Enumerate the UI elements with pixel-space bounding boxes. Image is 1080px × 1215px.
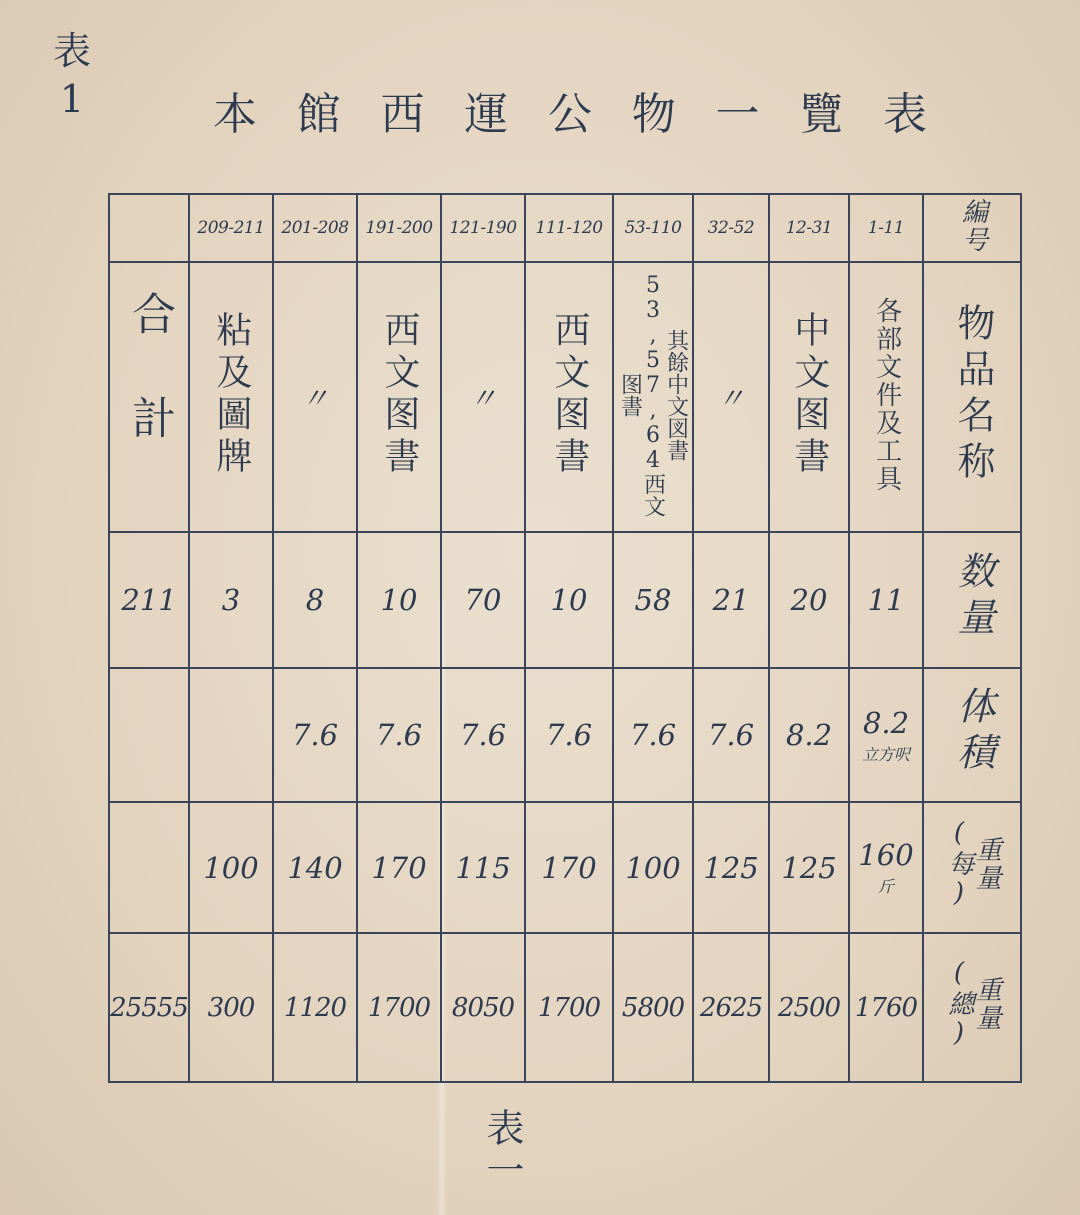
cell-unit-weight: 100 <box>613 802 693 933</box>
cell-name <box>693 262 769 532</box>
cell-quantity: 211 <box>109 532 189 668</box>
title-char: 本 <box>213 89 257 140</box>
cell-range: 191-200 <box>357 194 441 262</box>
weight-unit-note: 斤 <box>877 877 894 896</box>
cell-quantity: 10 <box>357 532 441 668</box>
cell-total-weight: 1700 <box>357 933 441 1082</box>
title-char: 公 <box>548 89 592 140</box>
ditto-mark: 〃 <box>716 382 745 415</box>
row-header-total-weight <box>923 933 1021 1082</box>
title-char: 一 <box>715 89 760 140</box>
cell-range: 12-31 <box>769 194 849 262</box>
cell-total-weight: 300 <box>189 933 273 1082</box>
table-caption: 表一 <box>480 1108 524 1192</box>
title-char: 西 <box>380 89 425 140</box>
cell-range: 201-208 <box>273 194 357 262</box>
unit-weight-row <box>109 802 1021 933</box>
cell-quantity: 11 <box>849 532 923 668</box>
cell-name <box>189 262 273 532</box>
title-char: 表 <box>883 89 927 140</box>
cell-volume: 7.6 <box>357 668 441 802</box>
volume-value: 8.2 <box>862 705 910 740</box>
row-header-name <box>923 262 1021 532</box>
cell-total-weight: 1120 <box>273 933 357 1082</box>
cell-volume <box>849 668 923 802</box>
cell-quantity: 3 <box>189 532 273 668</box>
cell-quantity: 70 <box>441 532 525 668</box>
cell-unit-weight: 125 <box>693 802 769 933</box>
cell-volume: 7.6 <box>273 668 357 802</box>
cell-range: 1-11 <box>849 194 923 262</box>
cell-volume: 8.2 <box>769 668 849 802</box>
cell-name <box>769 262 849 532</box>
item-name: 中文图書 <box>788 311 830 479</box>
cell-range: 209-211 <box>189 194 273 262</box>
cell-unit-weight: 100 <box>189 802 273 933</box>
title-char: 運 <box>464 89 509 140</box>
cell-volume: 7.6 <box>441 668 525 802</box>
row-header-label: 重量(每) <box>944 818 1002 910</box>
cell-total-weight: 2625 <box>693 933 769 1082</box>
cell-unit-weight: 115 <box>441 802 525 933</box>
volume-unit-note: 立方呎 <box>861 744 910 764</box>
cell-volume: 7.6 <box>693 668 769 802</box>
cell-name <box>273 262 357 532</box>
cell-unit-weight: 170 <box>525 802 613 933</box>
cell-range: 121-190 <box>441 194 525 262</box>
number-range-row <box>109 194 1021 262</box>
quantity-row <box>109 532 1021 668</box>
volume-row <box>109 668 1021 802</box>
item-name: 其餘中文図書 53,57,64西文图書 <box>617 273 689 517</box>
cell-total-weight: 2500 <box>769 933 849 1082</box>
cell-unit-weight: 170 <box>357 802 441 933</box>
cell-total-weight: 8050 <box>441 933 525 1082</box>
inventory-table <box>108 193 1022 1083</box>
total-label: 合計 <box>124 291 176 499</box>
table-number-label: 表 1 <box>52 29 91 121</box>
cell-name <box>849 262 923 532</box>
item-name: 西文图書 <box>378 311 420 479</box>
cell-total-weight: 25555 <box>109 933 189 1082</box>
unit-weight-value: 160 <box>858 838 914 872</box>
cell-unit-weight: 140 <box>273 802 357 933</box>
cell-range: 32-52 <box>693 194 769 262</box>
cell-range <box>109 194 189 262</box>
document-title <box>200 78 940 142</box>
item-name-row <box>109 262 1021 532</box>
cell-name-total <box>109 262 189 532</box>
title-char: 覽 <box>799 89 844 140</box>
row-header-label: 体積 <box>950 685 995 778</box>
item-name: 西文图書 <box>548 311 590 479</box>
total-weight-row <box>109 933 1021 1082</box>
row-header-label: 編号 <box>957 197 988 254</box>
cell-volume: 7.6 <box>613 668 693 802</box>
title-char: 物 <box>631 89 676 140</box>
cell-unit-weight <box>109 802 189 933</box>
cell-volume <box>189 668 273 802</box>
cell-quantity: 21 <box>693 532 769 668</box>
row-header-unit-weight <box>923 802 1021 933</box>
cell-volume: 7.6 <box>525 668 613 802</box>
row-header-label: 物品名称 <box>950 303 995 487</box>
row-header-number <box>923 194 1021 262</box>
cell-range: 111-120 <box>525 194 613 262</box>
item-name: 各部文件及工具 <box>871 297 902 493</box>
cell-quantity: 8 <box>273 532 357 668</box>
cell-quantity: 20 <box>769 532 849 668</box>
cell-unit-weight: 125 <box>769 802 849 933</box>
cell-unit-weight <box>849 802 923 933</box>
ditto-mark: 〃 <box>468 382 497 415</box>
row-header-label: 数量 <box>950 550 995 643</box>
ditto-mark: 〃 <box>300 382 329 415</box>
row-header-label: 重量(總) <box>944 958 1002 1050</box>
cell-total-weight: 1700 <box>525 933 613 1082</box>
cell-quantity: 10 <box>525 532 613 668</box>
cell-volume <box>109 668 189 802</box>
cell-range: 53-110 <box>613 194 693 262</box>
cell-name <box>357 262 441 532</box>
cell-name <box>613 262 693 532</box>
cell-name <box>441 262 525 532</box>
cell-total-weight: 5800 <box>613 933 693 1082</box>
title-char: 館 <box>296 89 341 140</box>
row-header-quantity <box>923 532 1021 668</box>
cell-total-weight: 1760 <box>849 933 923 1082</box>
row-header-volume <box>923 668 1021 802</box>
cell-name <box>525 262 613 532</box>
item-name: 粘及圖牌 <box>210 311 252 479</box>
cell-quantity: 58 <box>613 532 693 668</box>
